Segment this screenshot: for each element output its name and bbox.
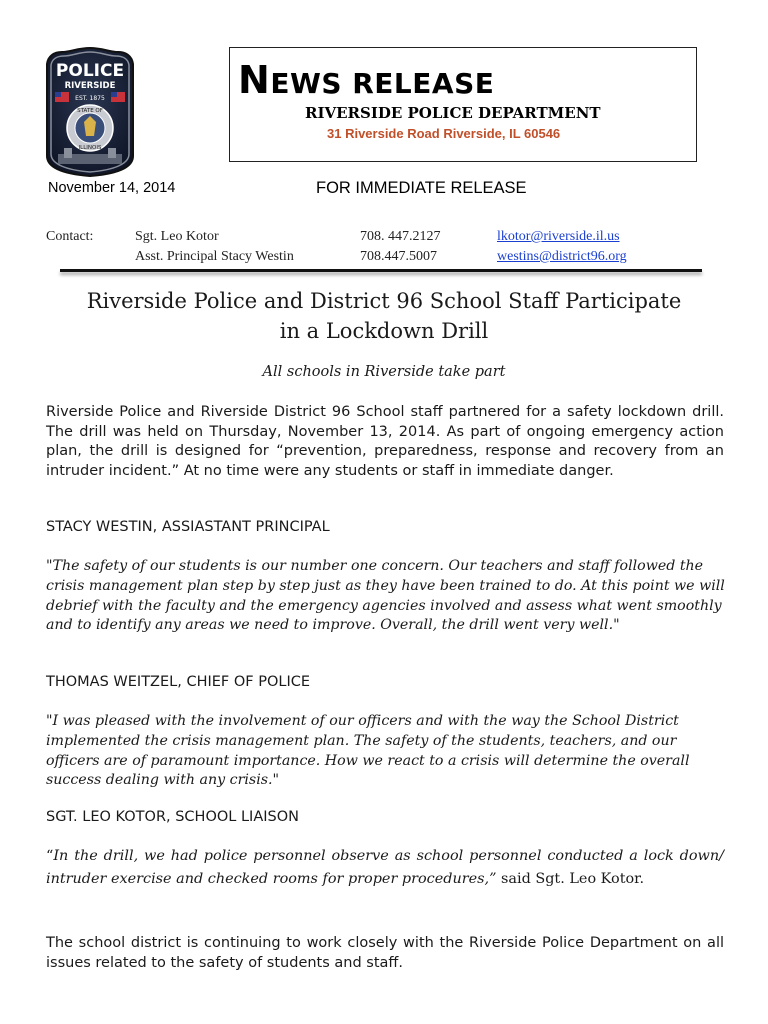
police-badge-logo: [44, 46, 136, 178]
contact-email-cell: [497, 229, 620, 245]
headline-line-1: Riverside Police and District 96 School Staff Participate: [86, 289, 682, 313]
speaker-kotor: SGT. LEO KOTOR, SCHOOL LIAISON: [46, 809, 299, 825]
badge-city-text: RIVERSIDE: [64, 81, 116, 91]
speaker-weitzel: THOMAS WEITZEL, CHIEF OF POLICE: [46, 674, 311, 690]
contact-label: Contact:: [46, 229, 94, 244]
quote-kotor-attribution: said Sgt. Leo Kotor.: [496, 870, 645, 887]
quote-weitzel: "I was pleased with the involvement of our officers and with the way the School District implemented the crisis management plan. The safety of the students, teachers, and our officers are of paramount importance. How we react to a crisis will determine the overall success dealing with any crisis.": [46, 713, 690, 789]
headline-line-2: in a Lockdown Drill: [279, 319, 489, 343]
news-release-title-initial: N: [238, 58, 271, 102]
contact-email-cell: [497, 249, 627, 265]
badge-seal-bottom: ILLINOIS: [78, 145, 102, 151]
article-headline: [40, 286, 728, 346]
badge-est-text: EST. 1875: [75, 95, 105, 102]
news-release-title-rest: EWS RELEASE: [270, 67, 495, 100]
contact-name: Asst. Principal Stacy Westin: [135, 249, 294, 264]
article-intro: Riverside Police and Riverside District 96 School staff partnered for a safety lockdown drill. The drill was held on Thursday, November 13, 2014. As part of ongoing emergency action plan, the drill is designed for “prevention, preparedness, response and recovery from an intruder incident.” At no time were any students or staff in immediate danger.: [46, 404, 724, 480]
article-closing: The school district is continuing to work closely with the Riverside Police Department on all issues related to the safety of students and staff.: [46, 935, 724, 971]
badge-top-text: POLICE: [55, 61, 125, 81]
speaker-westin: STACY WESTIN, ASSIASTANT PRINCIPAL: [46, 519, 330, 535]
contact-phone: 708.447.5007: [360, 249, 437, 264]
badge-seal-top: STATE OF: [77, 108, 103, 114]
news-release-title: [238, 58, 494, 102]
contact-email-link[interactable]: westins@district96.org: [497, 249, 627, 264]
news-release-header: [229, 47, 697, 162]
article-subheadline: All schools in Riverside take part: [262, 364, 506, 380]
department-address: 31 Riverside Road Riverside, IL 60546: [327, 126, 561, 141]
contact-email-link[interactable]: lkotor@riverside.il.us: [497, 229, 620, 244]
contact-name: Sgt. Leo Kotor: [135, 229, 219, 244]
quote-westin: "The safety of our students is our number one concern. Our teachers and staff followed the crisis management plan step by step just as they have been trained to do. At this point we will debrief with the faculty and the emergency agencies involved and assess what went smoothly and to identify any areas we need to improve. Overall, the drill went very well.": [46, 558, 725, 634]
release-type: FOR IMMEDIATE RELEASE: [316, 179, 527, 197]
department-name: RIVERSIDE POLICE DEPARTMENT: [305, 104, 601, 122]
contact-phone: 708. 447.2127: [360, 229, 441, 244]
quote-kotor-text: In the drill, we had police personnel observe as school personnel conducted a lock down/ intruder exercise and checked rooms for proper procedures,”: [46, 848, 724, 887]
quote-kotor-open-mark: “: [46, 848, 54, 864]
quote-kotor: [46, 845, 724, 890]
header-divider: [60, 269, 702, 272]
release-date: November 14, 2014: [48, 180, 176, 196]
